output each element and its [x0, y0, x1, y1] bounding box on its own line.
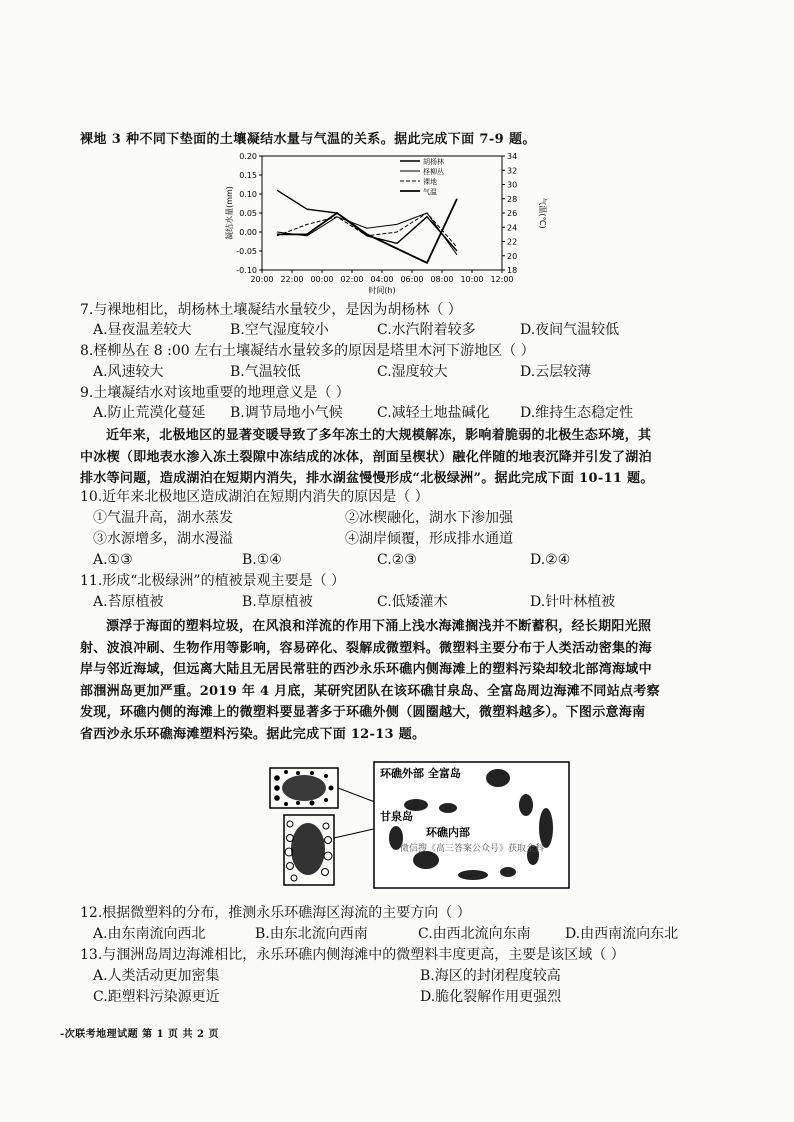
left-axis-tick-label: -0.05 — [236, 247, 257, 256]
right-axis-tick-label: 20 — [507, 251, 518, 261]
legend-label: 气温 — [423, 188, 437, 196]
question-10-stem: 10.近年来北极地区造成湖泊在短期内消失的原因是（ ） — [80, 489, 429, 505]
label-outer-quanfu: 环礁外部 全富岛 — [380, 767, 461, 780]
question-13-option-c[interactable]: C.距塑料污染源更近 — [93, 989, 220, 1005]
question-11-option-c[interactable]: C.低矮灌木 — [377, 594, 448, 610]
right-axis-tick-label: 30 — [507, 180, 518, 190]
legend-label: 胡杨林 — [423, 158, 444, 166]
atoll-map-svg — [268, 760, 573, 890]
chart-svg — [222, 150, 552, 295]
label-inner: 环礁内部 — [426, 826, 470, 839]
series-line-1 — [277, 190, 457, 251]
right-axis-tick-label: 34 — [507, 152, 518, 161]
question-8-option-c[interactable]: C.湿度较大 — [377, 364, 448, 380]
x-axis-tick-label: 12:00 — [490, 275, 514, 284]
condensation-chart — [222, 150, 552, 295]
x-axis-tick-label: 00:00 — [310, 275, 334, 284]
question-11-option-d[interactable]: D.针叶林植被 — [530, 594, 616, 610]
question-9-option-a[interactable]: A.防止荒漠化蔓延 — [93, 405, 206, 421]
question-10-option-a[interactable]: A.①③ — [93, 552, 133, 568]
question-8-stem: 8.柽柳丛在 8 :00 左右土壤凝结水量较多的原因是塔里木河下游地区（ ） — [80, 343, 535, 359]
question-8-option-a[interactable]: A.风速较大 — [93, 364, 164, 380]
question-10-item-2: ②冰楔融化，湖水下渗加强 — [345, 510, 513, 526]
question-9-option-d[interactable]: D.维持生态稳定性 — [520, 405, 634, 421]
question-7-option-b[interactable]: B.空气湿度较小 — [230, 322, 329, 338]
question-12-option-d[interactable]: D.由西南流向东北 — [565, 926, 679, 942]
ganquan-island-shape — [291, 823, 325, 875]
question-8-option-b[interactable]: B.气温较低 — [230, 364, 301, 380]
left-axis-label: 凝结水量(mm) — [225, 186, 234, 240]
question-7-option-c[interactable]: C.水汽附着较多 — [377, 322, 476, 338]
question-9-option-c[interactable]: C.减轻土地盐碱化 — [377, 405, 490, 421]
left-axis-tick-label: 0.10 — [239, 190, 257, 199]
atoll-map — [268, 760, 573, 890]
question-10-item-3: ③水源增多，湖水漫溢 — [93, 531, 233, 547]
microplastic-passage-line: 发现，环礁内侧的海滩上的微塑料要显著多于环礁外侧（圆圈越大，微塑料越多）。下图示意海南 — [80, 705, 646, 720]
microplastic-passage-line: 漂浮于海面的塑料垃圾，在风浪和洋流的作用下涌上浅水海滩搁浅并不断蓄积，经长期阳光照 — [106, 619, 652, 634]
x-axis-tick-label: 08:00 — [430, 275, 454, 284]
question-13-stem: 13.与涠洲岛周边海滩相比，永乐环礁内侧海滩中的微塑料丰度更高，主要是该区域（ ） — [80, 947, 625, 963]
quanfu-island-shape — [282, 775, 326, 801]
question-12-option-a[interactable]: A.由东南流向西北 — [93, 926, 206, 942]
watermark-text: 微信搜《高三答案公众号》获取全科 — [400, 844, 545, 854]
series-line-3 — [277, 213, 457, 247]
left-axis-tick-label: 0.20 — [239, 152, 257, 161]
x-axis-tick-label: 22:00 — [280, 275, 304, 284]
intro-text: 裸地 3 种不同下垫面的土壤凝结水量与气温的关系。据此完成下面 7-9 题。 — [80, 132, 536, 147]
question-7-option-d[interactable]: D.夜间气温较低 — [520, 322, 620, 338]
legend-label: 柽柳丛 — [423, 168, 444, 176]
right-axis-tick-label: 26 — [507, 209, 518, 218]
question-10-option-b[interactable]: B.①④ — [242, 552, 282, 568]
question-11-option-a[interactable]: A.苔原植被 — [93, 594, 164, 610]
microplastic-passage-line: 部涠洲岛更加严重。2019 年 4 月底，某研究团队在该环礁甘泉岛、全富岛周边海滩不同站点考察 — [80, 683, 660, 699]
label-ganquan: 甘泉岛 — [380, 810, 413, 823]
microplastic-passage-line: 岸与邻近海域，但远离大陆且无居民常驻的西沙永乐环礁内侧海滩上的塑料污染却较北部湾海域中 — [80, 662, 652, 677]
chart-plot-frame — [262, 156, 502, 270]
microplastic-passage-line: 射、波浪冲刷、生物作用等影响，容易碎化、裂解成微塑料。微塑料主要分布于人类活动密集的海 — [80, 640, 652, 656]
right-axis-tick-label: 28 — [507, 194, 518, 204]
question-13-option-a[interactable]: A.人类活动更加密集 — [93, 968, 220, 984]
legend-label: 裸地 — [423, 178, 437, 186]
question-12-stem: 12.根据微塑料的分布，推测永乐环礁海区海流的主要方向（ ） — [80, 905, 471, 921]
arctic-passage-line: 近年来，北极地区的显著变暖导致了多年冻土的大规模解冻，影响着脆弱的北极生态环境，其 — [106, 428, 652, 443]
page-footer: -次联考地理试题 第 1 页 共 2 页 — [60, 1029, 219, 1040]
question-8-option-d[interactable]: D.云层较薄 — [520, 364, 592, 380]
left-axis-tick-label: 0.00 — [239, 228, 257, 237]
x-axis-tick-label: 02:00 — [340, 275, 364, 284]
connector-line — [334, 828, 378, 838]
question-10-item-1: ①气温升高，湖水蒸发 — [93, 510, 233, 526]
question-11-option-b[interactable]: B.草原植被 — [242, 594, 313, 610]
right-axis-tick-label: 22 — [507, 237, 518, 247]
right-axis-tick-label: 32 — [507, 166, 518, 176]
question-7-stem: 7.与裸地相比，胡杨林土壤凝结水量较少，是因为胡杨林（ ） — [80, 302, 462, 318]
arctic-passage-line: 中冰楔（即地表水渗入冻土裂隙中冻结成的冰体，剖面呈楔状）融化伴随的地表沉降并引发了湖泊 — [80, 449, 652, 465]
question-9-option-b[interactable]: B.调节局地小气候 — [230, 405, 343, 421]
question-11-stem: 11.形成“北极绿洲”的植被景观主要是（ ） — [80, 573, 346, 589]
series-line-4 — [277, 199, 457, 263]
right-axis-tick-label: 24 — [507, 223, 518, 233]
microplastic-passage — [80, 616, 730, 745]
right-axis-tick-label: 18 — [507, 266, 518, 275]
arctic-passage — [80, 425, 730, 490]
right-axis-label: 气温(℃) — [538, 197, 547, 229]
question-12-option-b[interactable]: B.由东北流向西南 — [255, 926, 368, 942]
x-axis-label: 时间(h) — [368, 286, 396, 295]
question-10-option-d[interactable]: D.②④ — [530, 552, 571, 568]
x-axis-tick-label: 10:00 — [460, 275, 484, 284]
question-13-option-b[interactable]: B.海区的封闭程度较高 — [420, 968, 561, 984]
question-7-option-a[interactable]: A.昼夜温差较大 — [93, 322, 192, 338]
x-axis-tick-label: 06:00 — [400, 275, 424, 284]
x-axis-tick-label: 04:00 — [370, 275, 394, 284]
question-13-option-d[interactable]: D.脆化裂解作用更强烈 — [420, 989, 562, 1005]
left-axis-tick-label: 0.15 — [239, 171, 257, 180]
x-axis-tick-label: 20:00 — [250, 275, 274, 284]
question-9-stem: 9.土壤凝结水对该地重要的地理意义是（ ） — [80, 385, 350, 401]
question-12-option-c[interactable]: C.由西北流向东南 — [418, 926, 531, 942]
question-10-option-c[interactable]: C.②③ — [377, 552, 417, 568]
left-axis-tick-label: 0.05 — [239, 209, 257, 218]
arctic-passage-line: 排水等问题，造成湖泊在短期内消失，排水湖盆慢慢形成“北极绿洲”。据此完成下面 10-11 题。 — [80, 471, 654, 486]
left-axis-tick-label: -0.10 — [236, 266, 257, 275]
question-10-item-4: ④湖岸倾覆，形成排水通道 — [345, 531, 513, 547]
microplastic-passage-line: 省西沙永乐环礁海滩塑料污染。据此完成下面 12-13 题。 — [80, 726, 426, 742]
